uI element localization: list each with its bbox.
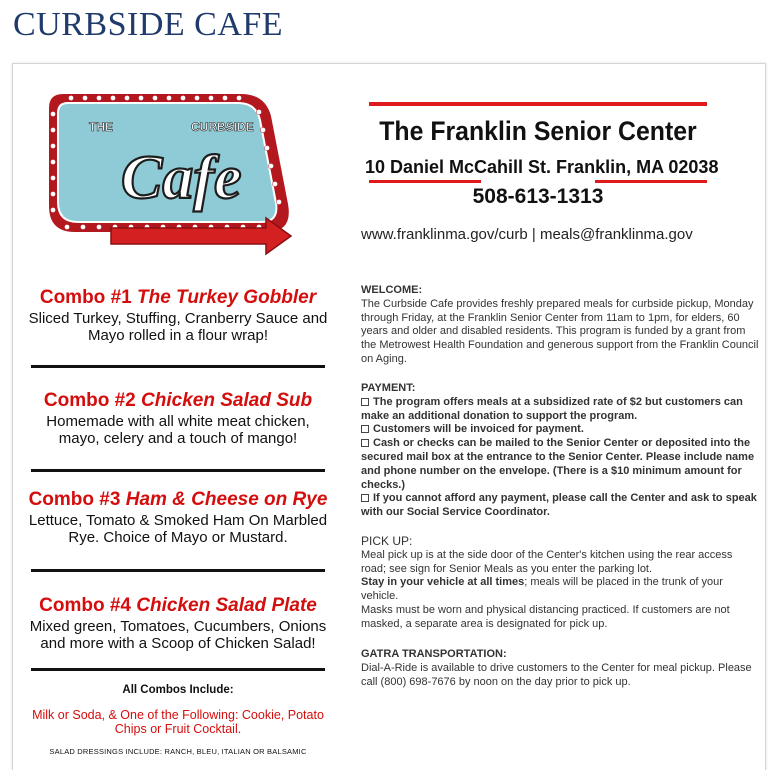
combo-description: Mixed green, Tomatoes, Cucumbers, Onions and more with a Scoop of Chicken Salad! [29,618,327,652]
combo-divider [31,469,325,472]
payment-item: Cash or checks can be mailed to the Senior Center or deposited into the secured mail box at the entrance to the Senior Center. Please include name and phone number on the envelope. (There is a $10 minimum amount for checks.) [361,437,755,491]
combo-1 [28,286,328,344]
includes-body: Milk or Soda, & One of the Following: Cookie, Potato Chips or Fruit Cocktail. [32,708,324,736]
phone-rule-right [595,180,707,183]
phone-rule-left [369,180,481,183]
combo-title: Combo #4 Chicken Salad Plate [39,595,317,616]
curbside-cafe-logo [41,86,321,258]
pickup-heading: PICK UP: [361,534,413,548]
center-phone: 508-613-1313 [472,185,604,208]
combo-4 [28,594,328,652]
checkbox-icon [361,439,369,447]
welcome-section [361,284,759,367]
payment-heading: PAYMENT: [361,382,416,394]
payment-section [361,382,759,520]
checkbox-icon [361,425,369,433]
combo-title: Combo #3 Ham & Cheese on Rye [28,489,328,510]
gatra-section [361,648,759,689]
contact-line: www.franklinma.gov/curb | meals@franklinma.gov [361,226,693,243]
page-title: CURBSIDE CAFE [13,6,284,43]
combo-description: Sliced Turkey, Stuffing, Cranberry Sauce and Mayo rolled in a flour wrap! [28,310,328,344]
payment-item: The program offers meals at a subsidized rate of $2 but customers can make an additional donation to support the program. [361,395,743,422]
includes-title: All Combos Include: [122,684,234,696]
welcome-text: The Curbside Cafe provides freshly prepared meals for curbside pickup, Monday through Friday, at the Franklin Senior Center from 11am to 1pm, for elders, 60 years and older and disabled residents. This program is funded by a grant from the Metrowest Health Foundation and generous support from the Franklin Council on Aging. [361,297,759,365]
gatra-heading: GATRA TRANSPORTATION: [361,648,507,660]
center-name: The Franklin Senior Center [379,116,697,146]
combo-2 [28,389,328,447]
combo-3 [28,488,328,546]
combo-description: Homemade with all white meat chicken, mayo, celery and a touch of mango! [46,413,310,447]
payment-item: Customers will be invoiced for payment. [361,423,759,437]
gatra-text: Dial-A-Ride is available to drive customers to the Center for meal pickup. Please call (800) 698-7676 by noon on the day prior to pick up. [361,661,752,688]
logo-the-text: THE [89,120,113,134]
pickup-text-1: Meal pick up is at the side door of the Center's kitchen using the rear access road; see sign for Senior Meals as you enter the parking lot. [361,548,733,575]
combo-divider [31,668,325,671]
checkbox-icon [361,494,369,502]
pickup-text-3: Masks must be worn and physical distancing practiced. If customers are not masked, a separate area is designated for pick up. [361,603,730,630]
welcome-heading: WELCOME: [361,284,423,296]
flyer-card [12,63,766,770]
salad-dressings: SALAD DRESSINGS INCLUDE: RANCH, BLEU, ITALIAN OR BALSAMIC [49,747,307,756]
combo-description: Lettuce, Tomato & Smoked Ham On Marbled Rye. Choice of Mayo or Mustard. [28,512,328,546]
payment-item: If you cannot afford any payment, please call the Center and ask to speak with our Social Service Coordinator. [361,492,757,519]
checkbox-icon [361,398,369,406]
logo-cafe-text: Cafe [121,144,242,212]
pickup-text-2: Stay in your vehicle at all times; meals will be placed in the trunk of your vehicle. [361,576,723,603]
combo-divider [31,569,325,572]
center-address: 10 Daniel McCahill St. Franklin, MA 02038 [365,157,719,177]
pickup-section [361,535,759,632]
logo-curbside-text: CURBSIDE [191,120,254,134]
combo-title: Combo #1 The Turkey Gobbler [39,287,317,308]
combo-divider [31,365,325,368]
header-rule-top [369,102,707,106]
combo-title: Combo #2 Chicken Salad Sub [43,390,313,411]
